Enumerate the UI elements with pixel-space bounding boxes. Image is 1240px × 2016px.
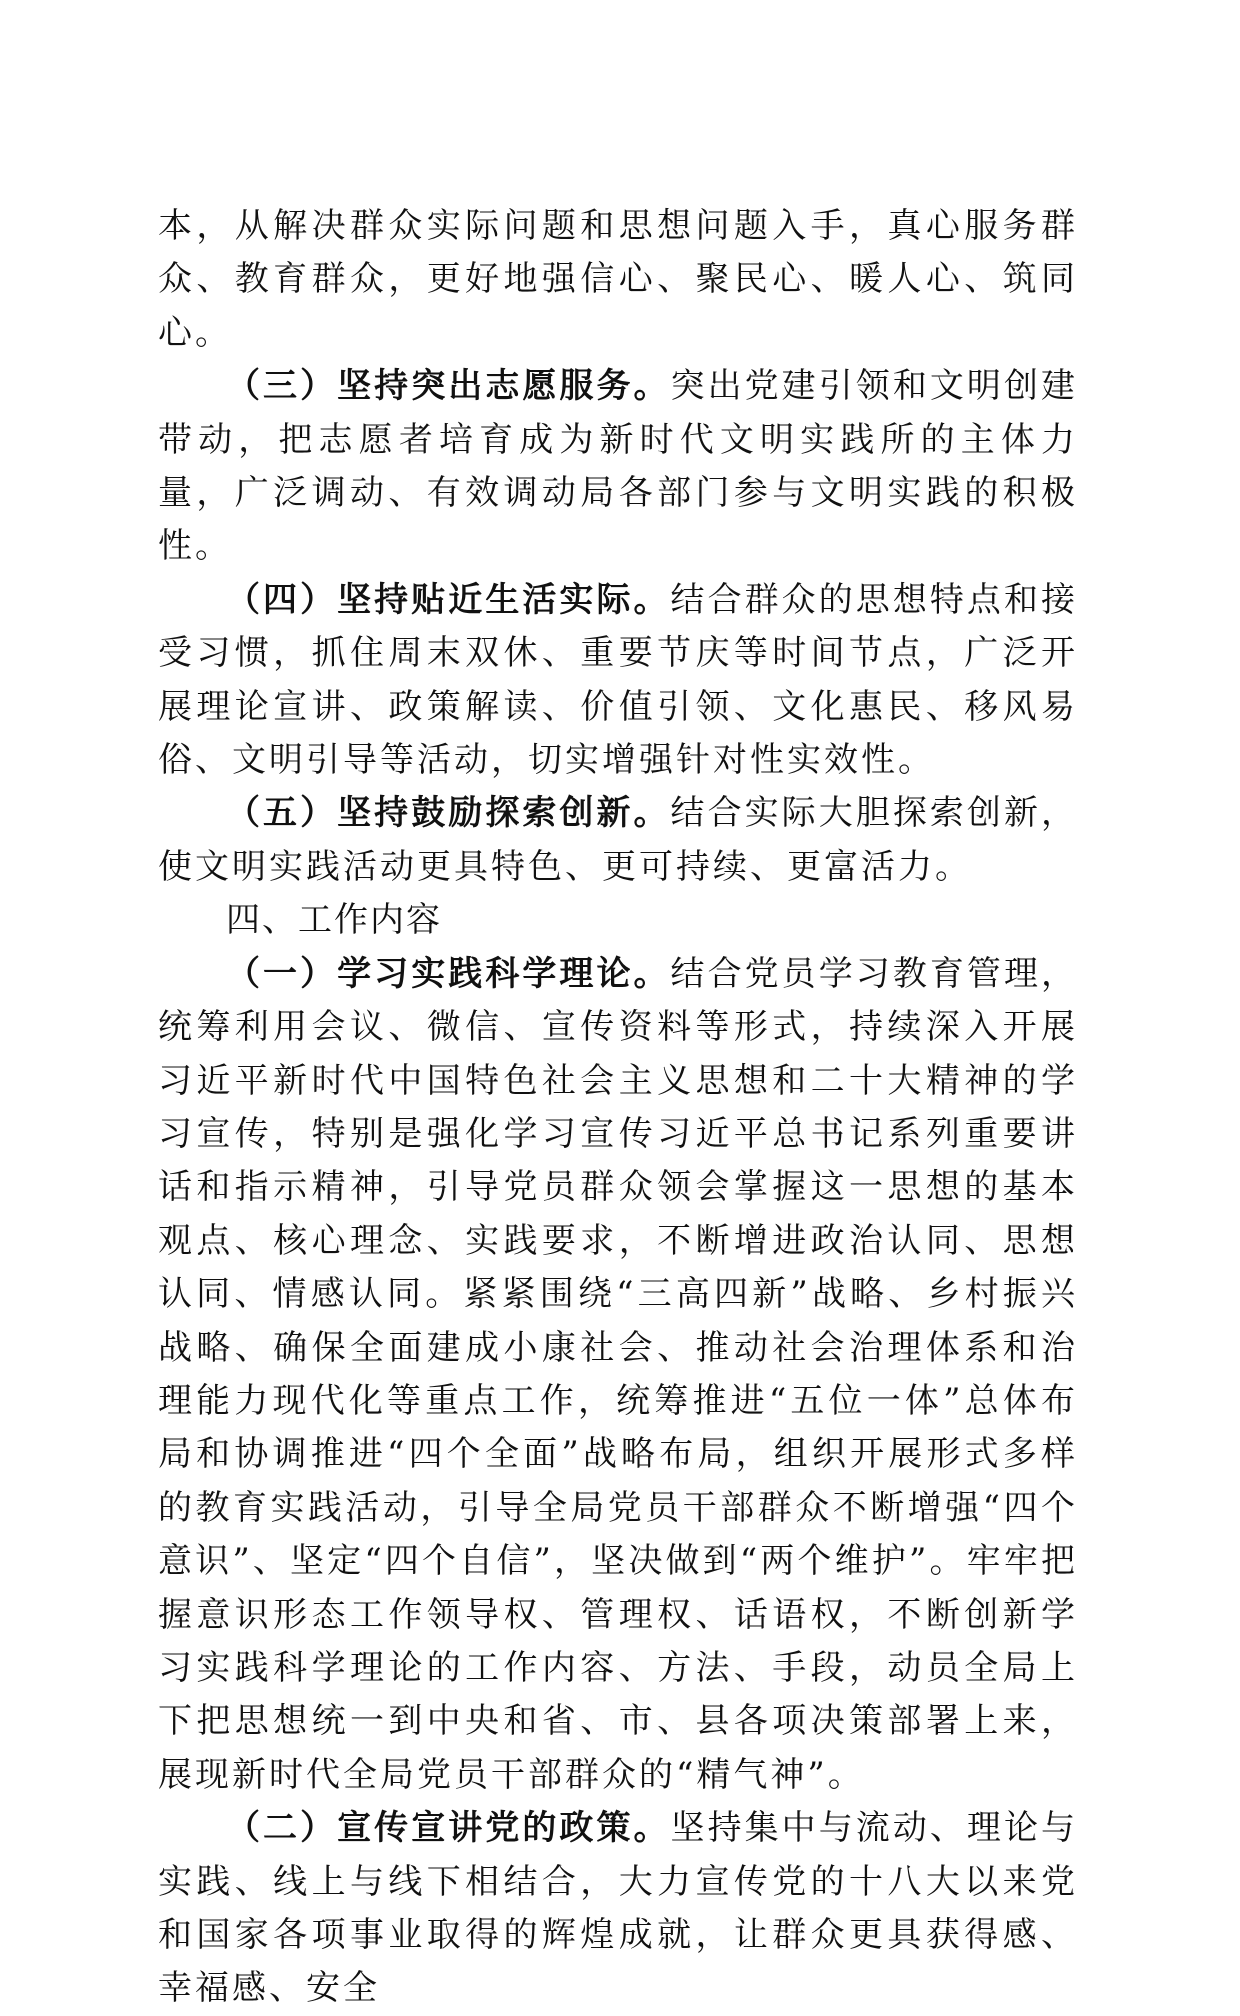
section-heading: 四、工作内容	[226, 900, 442, 941]
paragraph-text: 结合党员学习教育管理，统筹利用会议、微信、宣传资料等形式，持续深入开展习近平新时代中国特色社会主义思想和二十大精神的学习宣传，特别是强化学习宣传习近平总书记系列重要讲话和指示精神，引导党员群众领会掌握这一思想的基本观点、核心理念、实践要求，不断增进政治认同、思想认同、情感认同。紧紧围绕“三高四新”战略、乡村振兴战略、确保全面建成小康社会、推动社会治理体系和治理能力现代化等重点工作，统筹推进“五位一体”总体布局和协调推进“四个全面”战略布局，组织开展形式多样的教育实践活动，引导全局党员干部群众不断增强“四个意识”、坚定“四个自信”，坚决做到“两个维护”。牢牢把握意识形态工作领导权、管理权、话语权，不断创新学习实践科学理论的工作内容、方法、手段，动员全局上下把思想统一到中央和省、市、县各项决策部署上来，展现新时代全局党员干部群众的“精气神”。	[158, 953, 1079, 1795]
paragraph-text: 本，从解决群众实际问题和思想问题入手，真心服务群众、教育群众，更好地强信心、聚民心、暖人心、筑同心。	[158, 206, 1078, 353]
paragraph-publicize-policy	[158, 1802, 1078, 2016]
paragraph-study-theory	[158, 948, 1078, 1803]
paragraph-lead: （五）坚持鼓励探索创新。	[226, 793, 671, 834]
document-body	[158, 200, 1078, 2016]
paragraph-lead: （一）学习实践科学理论。	[226, 953, 671, 994]
paragraph-lead: （三）坚持突出志愿服务。	[226, 366, 671, 407]
paragraph-text: 结合实际大胆探索创新，使文明实践活动更具特色、更可持续、更富活力。	[158, 793, 1079, 887]
paragraph-lead: （四）坚持贴近生活实际。	[226, 579, 671, 620]
paragraph-text: 坚持集中与流动、理论与实践、线上与线下相结合，大力宣传党的十八大以来党和国家各项事业取得的辉煌成就，让群众更具获得感、幸福感、安全	[158, 1808, 1079, 2009]
paragraph-continued	[158, 200, 1078, 360]
paragraph-text: 结合群众的思想特点和接受习惯，抓住周末双休、重要节庆等时间节点，广泛开展理论宣讲、政策解读、价值引领、文化惠民、移风易俗、文明引导等活动，切实增强针对性实效性。	[158, 579, 1079, 781]
paragraph-volunteer-service	[158, 360, 1078, 574]
paragraph-text: 突出党建引领和文明创建带动，把志愿者培育成为新时代文明实践所的主体力量，广泛调动、有效调动局各部门参与文明实践的积极性。	[158, 366, 1079, 567]
paragraph-innovation	[158, 787, 1078, 894]
paragraph-lead: （二）宣传宣讲党的政策。	[226, 1808, 671, 1849]
paragraph-daily-life	[158, 574, 1078, 788]
